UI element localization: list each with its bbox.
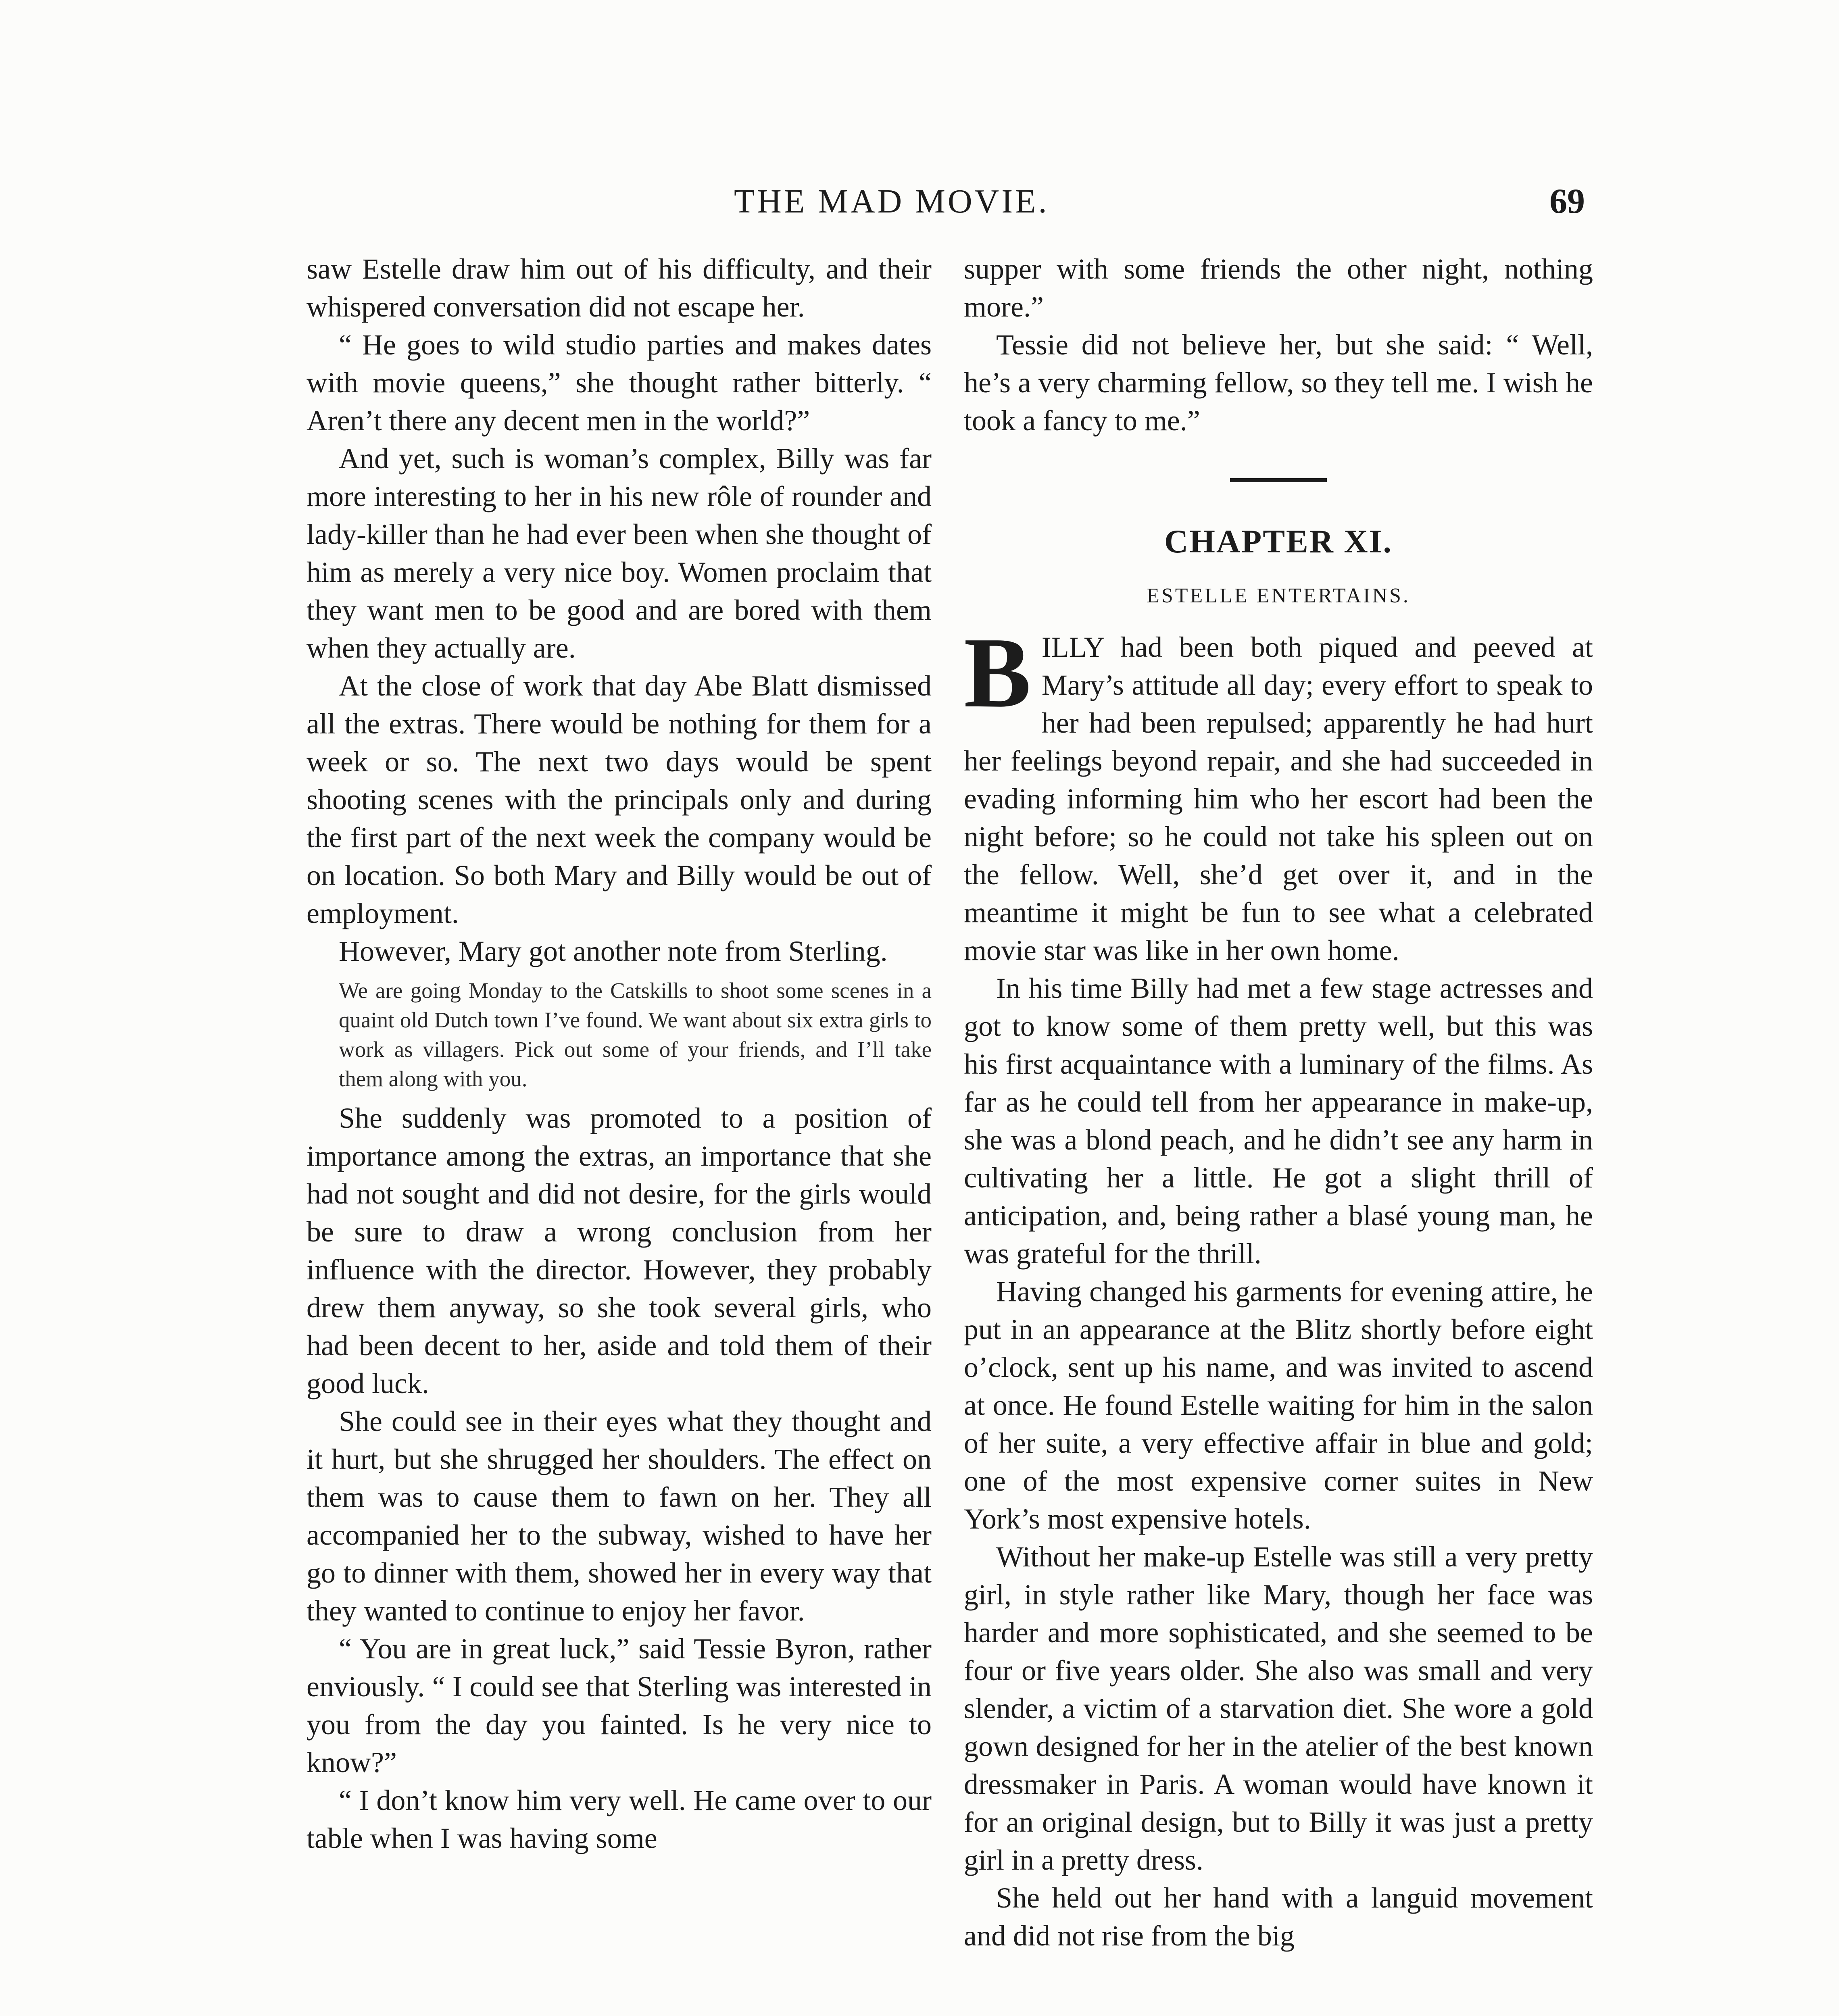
page-header [0, 173, 1839, 230]
running-title: THE MAD MOVIE. [734, 183, 1049, 220]
paragraph: saw Estelle draw him out of his difficulty, and their whispered conversation did not escape her. [306, 253, 932, 323]
paragraph: At the close of work that day Abe Blatt dismissed all the extras. There would be nothing for them for a week or so. The next two days would be spent shooting scenes with the principals only and during the first part of the next week the company would be on location. So both Mary and Billy would be out of employment. [306, 670, 932, 929]
chapter-subtitle: ESTELLE ENTERTAINS. [1147, 584, 1410, 607]
section-divider [1230, 478, 1327, 482]
chapter-title: CHAPTER XI. [1164, 523, 1393, 560]
paragraph: However, Mary got another note from Sterling. [339, 935, 888, 967]
chapter-opening-paragraph [964, 617, 1593, 969]
paragraph: And yet, such is woman’s complex, Billy was far more interesting to her in his new rôle of rounder and lady-killer than he had ever been when she thought of him as merely a very nice boy. Women proclaim that they want men to be good and are bored with them when they actually are. [306, 442, 932, 664]
paragraph-text: ILLY had been both piqued and peeved at Mary’s attitude all day; every effort to speak to her had been repulsed; apparently he had hurt her feelings beyond repair, and she had succeeded in evading informing him who her escort had been the night before; so he could not take his spleen out on the fellow. Well, she’d get over it, and in the meantime it might be fun to see what a celebrated movie star was like in her own home. [964, 631, 1593, 966]
paragraph: She held out her hand with a languid movement and did not rise from the big [964, 1882, 1593, 1952]
paragraph: She could see in their eyes what they thought and it hurt, but she shrugged her shoulders. The effect on them was to cause them to fawn on her. They all accompanied her to the subway, wished to have her go to dinner with them, showed her in every way that they wanted to continue to enjoy her favor. [306, 1405, 932, 1627]
right-column [964, 250, 1593, 1955]
paragraph: Having changed his garments for evening attire, he put in an appearance at the Blitz shortly before eight o’clock, sent up his name, and was invited to ascend at once. He found Estelle waiting for him in the salon of her suite, a very effective affair in blue and gold; one of the most expensive corner suites in New York’s most expensive hotels. [964, 1275, 1593, 1535]
paragraph: “ I don’t know him very well. He came over to our table when I was having some [306, 1784, 932, 1854]
paragraph: In his time Billy had met a few stage actresses and got to know some of them pretty well, but this was his first acquaintance with a luminary of the films. As far as he could tell from her appearance in make-up, she was a blond peach, and he didn’t see any harm in cultivating her a little. He got a slight thrill of anticipation, and, being rather a blasé young man, he was grateful for the thrill. [964, 972, 1593, 1270]
paragraph: She suddenly was promoted to a position of importance among the extras, an importance that she had not sought and did not desire, for the girls would be sure to draw a wrong conclusion from her influence with the director. However, they probably drew them anyway, so she took several girls, who had been decent to her, aside and told them of their good luck. [306, 1102, 932, 1400]
paragraph: “ You are in great luck,” said Tessie Byron, rather enviously. “ I could see that Sterling was interested in you from the day you fainted. Is he very nice to know?” [306, 1633, 932, 1779]
paragraph: “ He goes to wild studio parties and makes dates with movie queens,” she thought rather bitterly. “ Aren’t there any decent men in the world?” [306, 329, 932, 437]
drop-cap: B [964, 617, 1031, 729]
page-number: 69 [1549, 182, 1585, 221]
quoted-note: We are going Monday to the Catskills to shoot some scenes in a quaint old Dutch town I’ve found. We want about six extra girls to work as villagers. Pick out some of your friends, and I’ll take them along with you. [339, 978, 932, 1091]
paragraph: supper with some friends the other night, nothing more.” [964, 253, 1593, 323]
paragraph: Tessie did not believe her, but she said: “ Well, he’s a very charming fellow, so they tell me. I wish he took a fancy to me.” [964, 329, 1593, 437]
left-column [306, 250, 932, 1857]
paragraph: Without her make-up Estelle was still a very pretty girl, in style rather like Mary, though her face was harder and more sophisticated, and she seemed to be four or five years older. She also was small and very slender, a victim of a starvation diet. She wore a gold gown designed for her in the atelier of the best known dressmaker in Paris. A woman would have known it for an original design, but to Billy it was just a pretty girl in a pretty dress. [964, 1541, 1593, 1876]
